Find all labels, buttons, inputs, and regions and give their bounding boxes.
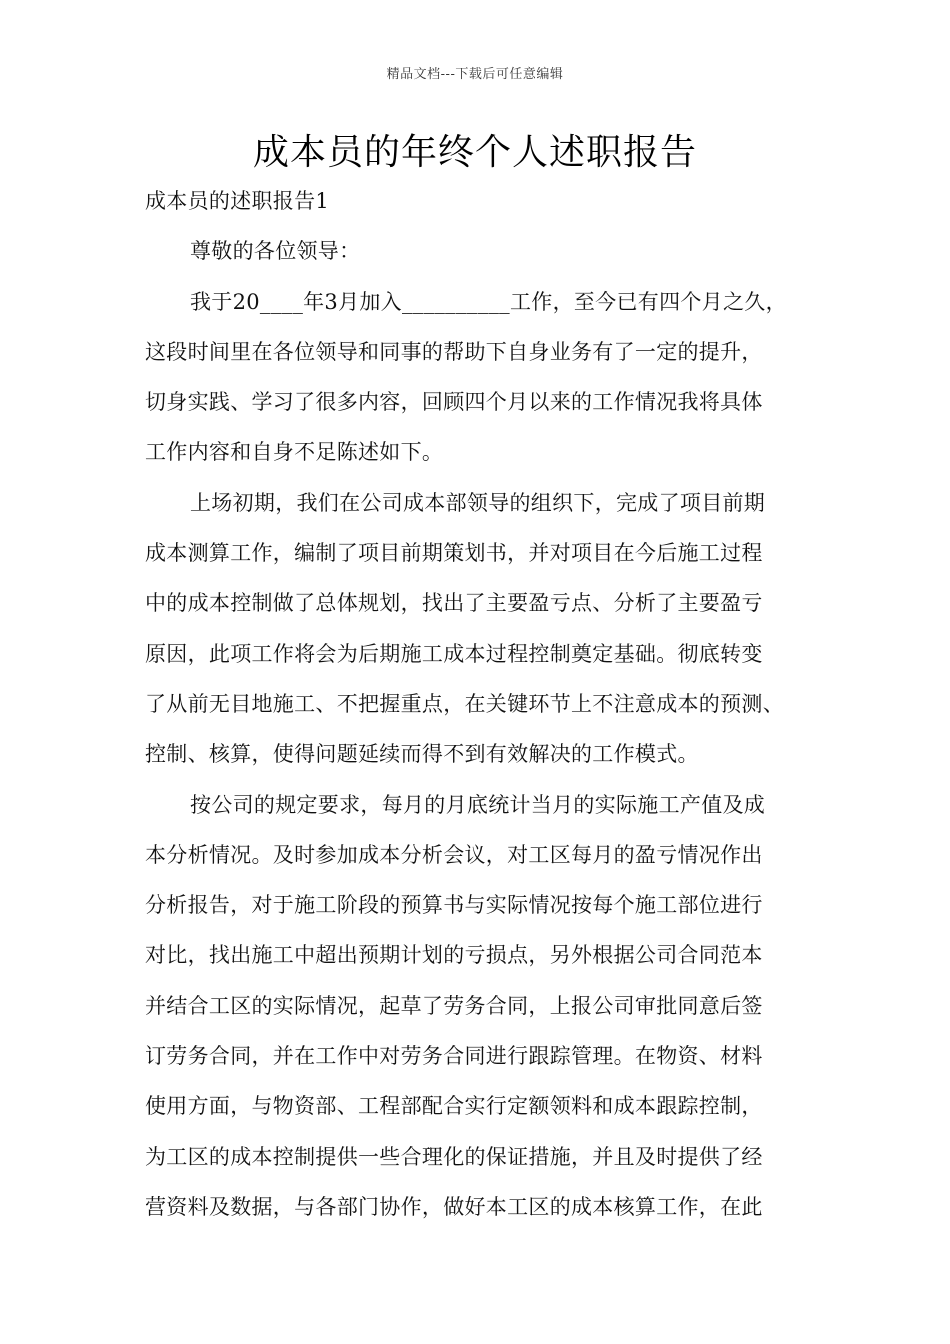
paragraph-line: 本分析情况。及时参加成本分析会议，对工区每月的盈亏情况作出 xyxy=(145,842,763,867)
paragraph-line: 订劳务合同，并在工作中对劳务合同进行跟踪管理。在物资、材料 xyxy=(145,1044,763,1069)
paragraph-line: 使用方面，与物资部、工程部配合实行定额领料和成本跟踪控制， xyxy=(145,1094,763,1119)
paragraph-line: 为工区的成本控制提供一些合理化的保证措施，并且及时提供了经 xyxy=(145,1144,763,1169)
paragraph-line: 对比，找出施工中超出预期计划的亏损点，另外根据公司合同范本 xyxy=(145,943,763,968)
document-body xyxy=(145,176,835,1232)
paragraph-line: 按公司的规定要求，每月的月底统计当月的实际施工产值及成 xyxy=(190,792,766,817)
paragraph-line: 成本测算工作，编制了项目前期策划书，并对项目在今后施工过程 xyxy=(145,541,763,566)
paragraph-line: 我于20____年3月加入__________工作，至今已有四个月之久， xyxy=(190,289,787,314)
paragraph-line: 分析报告，对于施工阶段的预算书与实际情况按每个施工部位进行 xyxy=(145,893,763,918)
document-title: 成本员的年终个人述职报告 xyxy=(252,132,697,173)
paragraph-line: 工作内容和自身不足陈述如下。 xyxy=(145,440,444,465)
paragraph-line: 这段时间里在各位领导和同事的帮助下自身业务有了一定的提升， xyxy=(145,339,763,364)
paragraph-line: 控制、核算，使得问题延续而得不到有效解决的工作模式。 xyxy=(145,742,699,767)
salutation: 尊敬的各位领导： xyxy=(190,239,361,264)
paragraph-line: 营资料及数据，与各部门协作，做好本工区的成本核算工作，在此 xyxy=(145,1194,763,1219)
paragraph-line: 上场初期，我们在公司成本部领导的组织下，完成了项目前期 xyxy=(190,490,766,515)
section-heading: 成本员的述职报告1 xyxy=(145,189,330,213)
paragraph-line: 了从前无目地施工、不把握重点，在关键环节上不注意成本的预测、 xyxy=(145,691,784,716)
paragraph-line: 原因，此项工作将会为后期施工成本过程控制奠定基础。彻底转变 xyxy=(145,641,763,666)
paragraph-line: 切身实践、学习了很多内容，回顾四个月以来的工作情况我将具体 xyxy=(145,390,763,415)
paragraph-line: 并结合工区的实际情况，起草了劳务合同，上报公司审批同意后签 xyxy=(145,993,763,1018)
paragraph-line: 中的成本控制做了总体规划，找出了主要盈亏点、分析了主要盈亏 xyxy=(145,591,763,616)
header-watermark: 精品文档---下载后可任意编辑 xyxy=(386,67,564,82)
